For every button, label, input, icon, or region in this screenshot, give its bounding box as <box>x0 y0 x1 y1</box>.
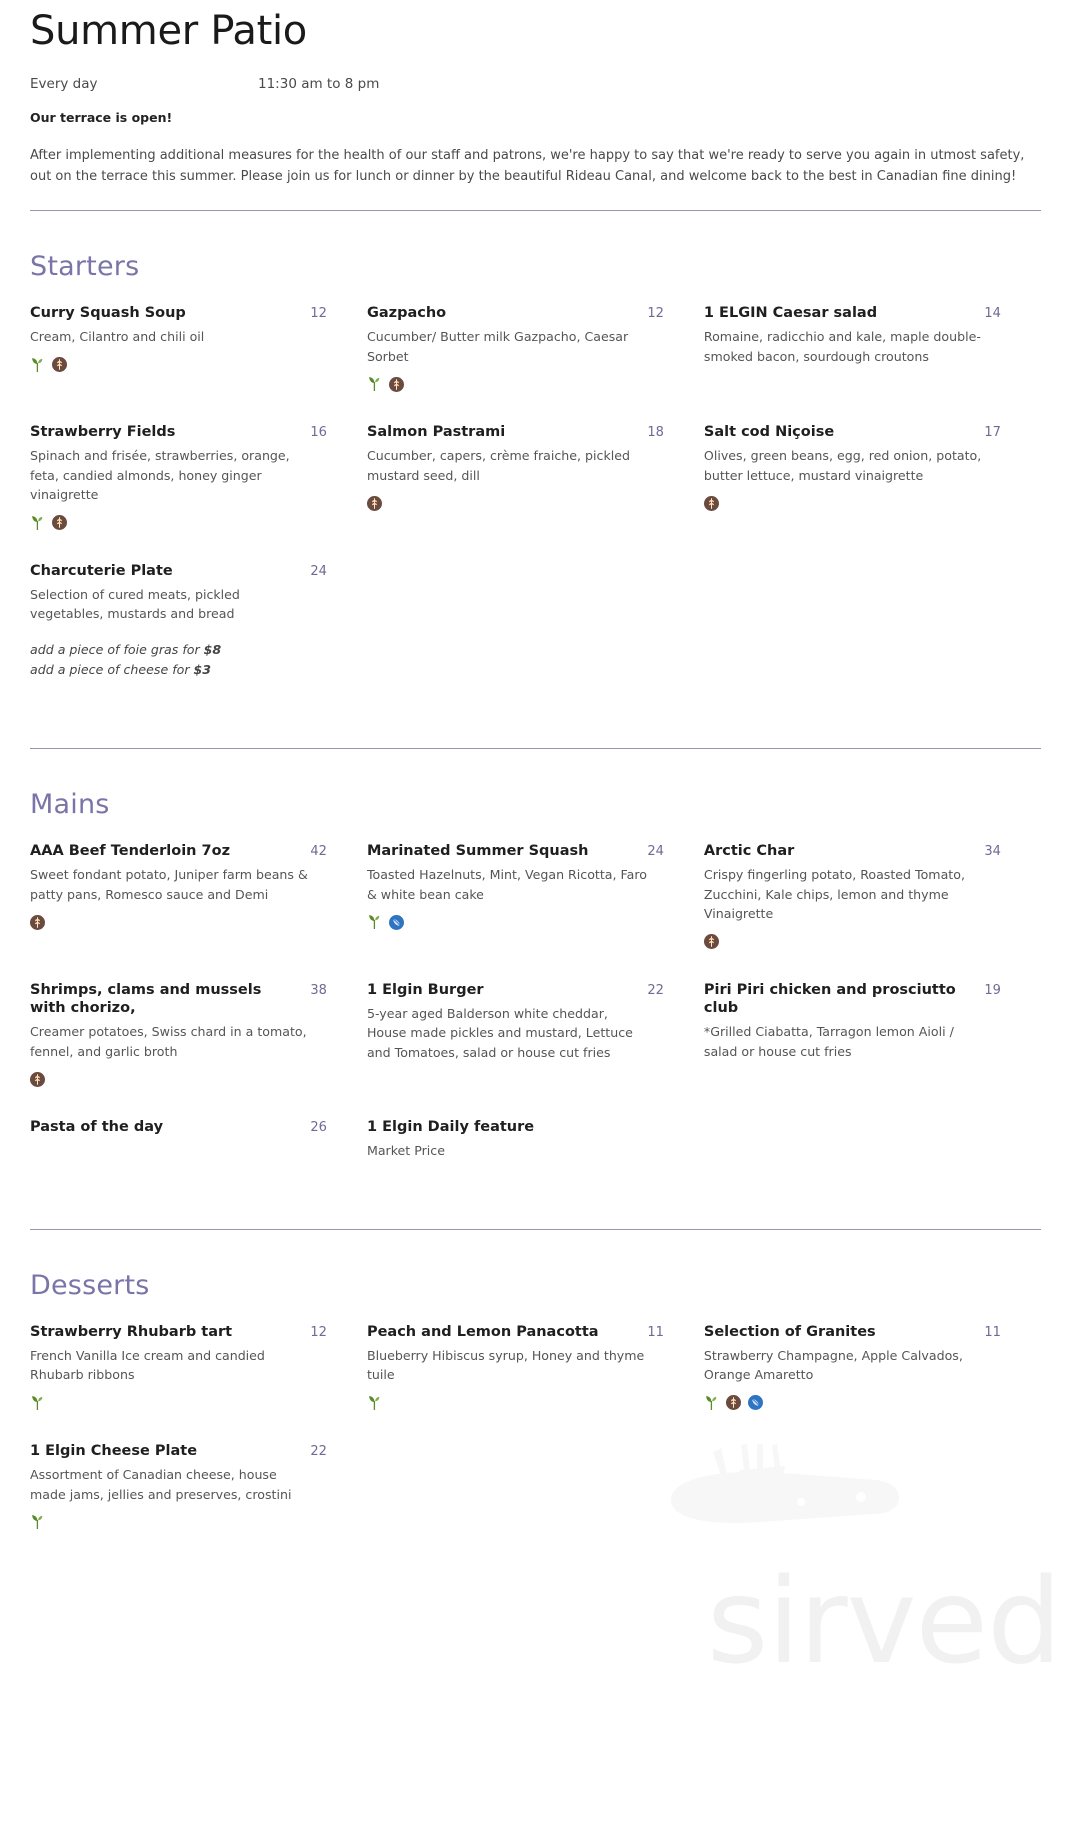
menu-section <box>30 749 1041 1230</box>
menu-item-head <box>367 304 664 322</box>
menu-item <box>704 1323 1041 1412</box>
menu-item-price: 42 <box>310 844 327 860</box>
menu-item-name: Arctic Char <box>703 843 795 860</box>
menu-sections <box>30 211 1041 1561</box>
watermark-label: sirved <box>706 1552 1061 1690</box>
vegetarian-icon <box>367 376 382 392</box>
gluten-icon <box>704 496 719 511</box>
menu-item-price: 26 <box>310 1120 327 1136</box>
menu-item-tags <box>367 375 664 393</box>
vegan-icon <box>389 915 404 930</box>
menu-item <box>30 1442 367 1531</box>
menu-item-name: Salt cod Niçoise <box>703 424 835 441</box>
menu-item-name: Selection of Granites <box>703 1323 876 1340</box>
section-title: Mains <box>30 789 110 821</box>
gluten-icon <box>726 1395 741 1410</box>
vegetarian-icon <box>30 515 45 531</box>
menu-item-description: Spinach and frisée, strawberries, orange, feta, candied almonds, honey ginger vinaigrette <box>30 448 290 503</box>
menu-item <box>30 562 367 680</box>
section-spacer <box>30 710 1041 748</box>
menu-items-grid <box>30 1323 1041 1561</box>
menu-item-price: 12 <box>310 1324 327 1340</box>
menu-item-description: *Grilled Ciabatta, Tarragon lemon Aioli / salad or house cut fries <box>703 1024 954 1059</box>
note-line-1-price: $8 <box>203 641 222 657</box>
menu-item-description: Creamer potatoes, Swiss chard in a tomato, fennel, and garlic broth <box>30 1024 307 1059</box>
menu-item-name: 1 Elgin Burger <box>366 981 484 998</box>
menu-item-tags <box>367 913 664 931</box>
menu-item <box>30 1118 367 1161</box>
vegan-icon <box>748 1395 763 1410</box>
gluten-icon <box>704 934 719 949</box>
menu-item <box>30 981 367 1088</box>
menu-item-head <box>30 304 327 322</box>
menu-item-tags <box>30 1394 327 1412</box>
menu-item <box>367 304 704 393</box>
menu-item <box>704 842 1041 951</box>
menu-item-name: Shrimps, clams and mussels with chorizo, <box>30 981 262 1016</box>
gluten-icon <box>30 1072 45 1087</box>
gluten-icon <box>389 377 404 392</box>
menu-item-head <box>704 1323 1001 1341</box>
notice-body: After implementing additional measures for the health of our staff and patrons, we're happy to say that we're ready to serve you again in utmost safety, out on the terrace this summer. Please join us for lunch or dinner by the beautiful Rideau Canal, and welcome back to the best in Canadian fine dining! <box>30 148 1025 185</box>
gluten-icon <box>52 515 67 530</box>
menu-item-head <box>704 842 1001 860</box>
menu-item-description: Cucumber, capers, crème fraiche, pickled mustard seed, dill <box>366 448 630 483</box>
menu-item-head <box>30 423 327 441</box>
vegetarian-icon <box>704 1395 719 1411</box>
gluten-icon <box>367 496 382 511</box>
menu-item-description: Crispy fingerling potato, Roasted Tomato, Zucchini, Kale chips, lemon and thyme Vinaigrette <box>703 867 965 922</box>
menu-item-head <box>704 981 1001 1017</box>
menu-item-head <box>367 842 664 860</box>
menu-item <box>367 1323 704 1412</box>
menu-item-name: Charcuterie Plate <box>30 562 173 579</box>
section-spacer <box>30 1191 1041 1229</box>
hours-time: 11:30 am to 8 pm <box>258 76 380 92</box>
menu-item-name: Strawberry Fields <box>30 424 176 441</box>
menu-item-name: Curry Squash Soup <box>30 304 186 321</box>
menu-item-head <box>704 423 1001 441</box>
menu-item <box>30 423 367 532</box>
menu-item-price: 14 <box>984 305 1001 321</box>
menu-item-tags <box>704 494 1001 512</box>
menu-item-name: Marinated Summer Squash <box>366 843 589 860</box>
menu-item-name: Salmon Pastrami <box>366 424 506 441</box>
menu-item-price: 19 <box>984 982 1001 998</box>
menu-item-tags <box>704 1394 1001 1412</box>
menu-item-price: 11 <box>984 1324 1001 1340</box>
menu-item-note <box>30 640 327 680</box>
menu-item-description: Cream, Cilantro and chili oil <box>30 329 205 344</box>
section-divider <box>30 748 1041 749</box>
menu-item-name: Gazpacho <box>366 304 447 321</box>
menu-item <box>367 423 704 532</box>
menu-item <box>704 981 1041 1088</box>
menu-item <box>704 423 1041 532</box>
menu-item-name: 1 ELGIN Caesar salad <box>703 304 878 321</box>
menu-item-name: Strawberry Rhubarb tart <box>30 1323 233 1340</box>
menu-item-tags <box>367 494 664 512</box>
note-line-1-text: add a piece of foie gras for <box>30 641 204 657</box>
menu-item-price: 12 <box>310 305 327 321</box>
note-line-2-text: add a piece of cheese for <box>30 662 194 677</box>
menu-item-head <box>30 562 327 580</box>
menu-item-tags <box>704 933 1001 951</box>
menu-item-name: Pasta of the day <box>30 1119 164 1136</box>
menu-item-description: Selection of cured meats, pickled vegetables, mustards and bread <box>30 586 240 622</box>
menu-item-price: 12 <box>647 305 664 321</box>
menu-item-description: Market Price <box>366 1143 445 1159</box>
menu-item-price: 17 <box>984 425 1001 441</box>
menu-item-tags <box>30 514 327 532</box>
menu-item-description: Blueberry Hibiscus syrup, Honey and thyme tuile <box>366 1347 645 1383</box>
vegetarian-icon <box>30 357 45 373</box>
menu-item-description: Romaine, radicchio and kale, maple double-smoked bacon, sourdough croutons <box>703 329 981 364</box>
menu-item-tags <box>30 356 327 374</box>
menu-item <box>367 1118 704 1161</box>
notice-title: Our terrace is open! <box>30 110 173 125</box>
menu-items-grid <box>30 842 1041 1191</box>
header-divider <box>30 210 1041 211</box>
gluten-icon <box>52 357 67 372</box>
menu-item-head <box>30 842 327 860</box>
menu-item-description: Sweet fondant potato, Juniper farm beans & patty pans, Romesco sauce and Demi <box>30 867 308 902</box>
menu-item <box>367 842 704 951</box>
menu-page <box>0 8 1071 1601</box>
menu-items-grid <box>30 304 1041 710</box>
menu-item-tags <box>30 1513 327 1531</box>
menu-item-head <box>367 981 664 999</box>
menu-item-price: 22 <box>647 982 664 998</box>
note-line-2-price: $3 <box>193 662 212 677</box>
menu-item-tags <box>30 1070 327 1088</box>
menu-item-description: Strawberry Champagne, Apple Calvados, Orange Amaretto <box>703 1347 963 1383</box>
menu-item-price: 24 <box>310 563 327 579</box>
menu-item-head <box>30 1442 327 1460</box>
menu-item-price: 34 <box>984 844 1001 860</box>
menu-item-head <box>30 1118 327 1136</box>
menu-item-price: 11 <box>647 1324 664 1340</box>
menu-item-price: 16 <box>310 425 327 441</box>
menu-item-description: Olives, green beans, egg, red onion, potato, butter lettuce, mustard vinaigrette <box>703 448 982 483</box>
menu-item-price: 18 <box>647 425 664 441</box>
menu-item-name: Peach and Lemon Panacotta <box>366 1323 599 1340</box>
vegetarian-icon <box>30 1395 45 1411</box>
page-title: Summer Patio <box>30 8 307 54</box>
menu-item-description: French Vanilla Ice cream and candied Rhubarb ribbons <box>30 1347 265 1383</box>
menu-item-head <box>367 423 664 441</box>
menu-section <box>30 1230 1041 1561</box>
menu-item-head <box>704 304 1001 322</box>
vegetarian-icon <box>367 914 382 930</box>
menu-item-price: 24 <box>647 844 664 860</box>
menu-item-head <box>30 1323 327 1341</box>
menu-item-name: 1 Elgin Daily feature <box>366 1119 535 1136</box>
hours-row <box>30 76 1041 92</box>
menu-item-price: 22 <box>310 1443 327 1459</box>
menu-item-description: 5-year aged Balderson white cheddar, House made pickles and mustard, Lettuce and Tomatoes, salad or house cut fries <box>366 1005 633 1060</box>
menu-item <box>30 842 367 951</box>
menu-item-description: Cucumber/ Butter milk Gazpacho, Caesar Sorbet <box>366 329 629 364</box>
menu-section <box>30 211 1041 749</box>
section-title: Starters <box>30 250 140 282</box>
gluten-icon <box>30 915 45 930</box>
section-divider <box>30 1229 1041 1230</box>
menu-item-description: Toasted Hazelnuts, Mint, Vegan Ricotta, Faro & white bean cake <box>366 867 647 902</box>
menu-item-head <box>30 981 327 1017</box>
menu-item <box>704 304 1041 393</box>
menu-item-description: Assortment of Canadian cheese, house made jams, jellies and preserves, crostini <box>30 1467 292 1502</box>
menu-item-name: AAA Beef Tenderloin 7oz <box>30 843 231 860</box>
menu-item <box>30 1323 367 1412</box>
menu-item-head <box>367 1323 664 1341</box>
menu-item-name: 1 Elgin Cheese Plate <box>30 1442 198 1459</box>
vegetarian-icon <box>30 1514 45 1530</box>
menu-item-tags <box>30 913 327 931</box>
menu-item-name: Piri Piri chicken and prosciutto club <box>703 981 956 1016</box>
menu-item-price: 38 <box>310 982 327 998</box>
menu-item <box>30 304 367 393</box>
menu-item-tags <box>367 1394 664 1412</box>
menu-item <box>367 981 704 1088</box>
section-title: Desserts <box>30 1269 150 1301</box>
hours-days: Every day <box>30 76 98 92</box>
menu-item-head <box>367 1118 664 1136</box>
vegetarian-icon <box>367 1395 382 1411</box>
